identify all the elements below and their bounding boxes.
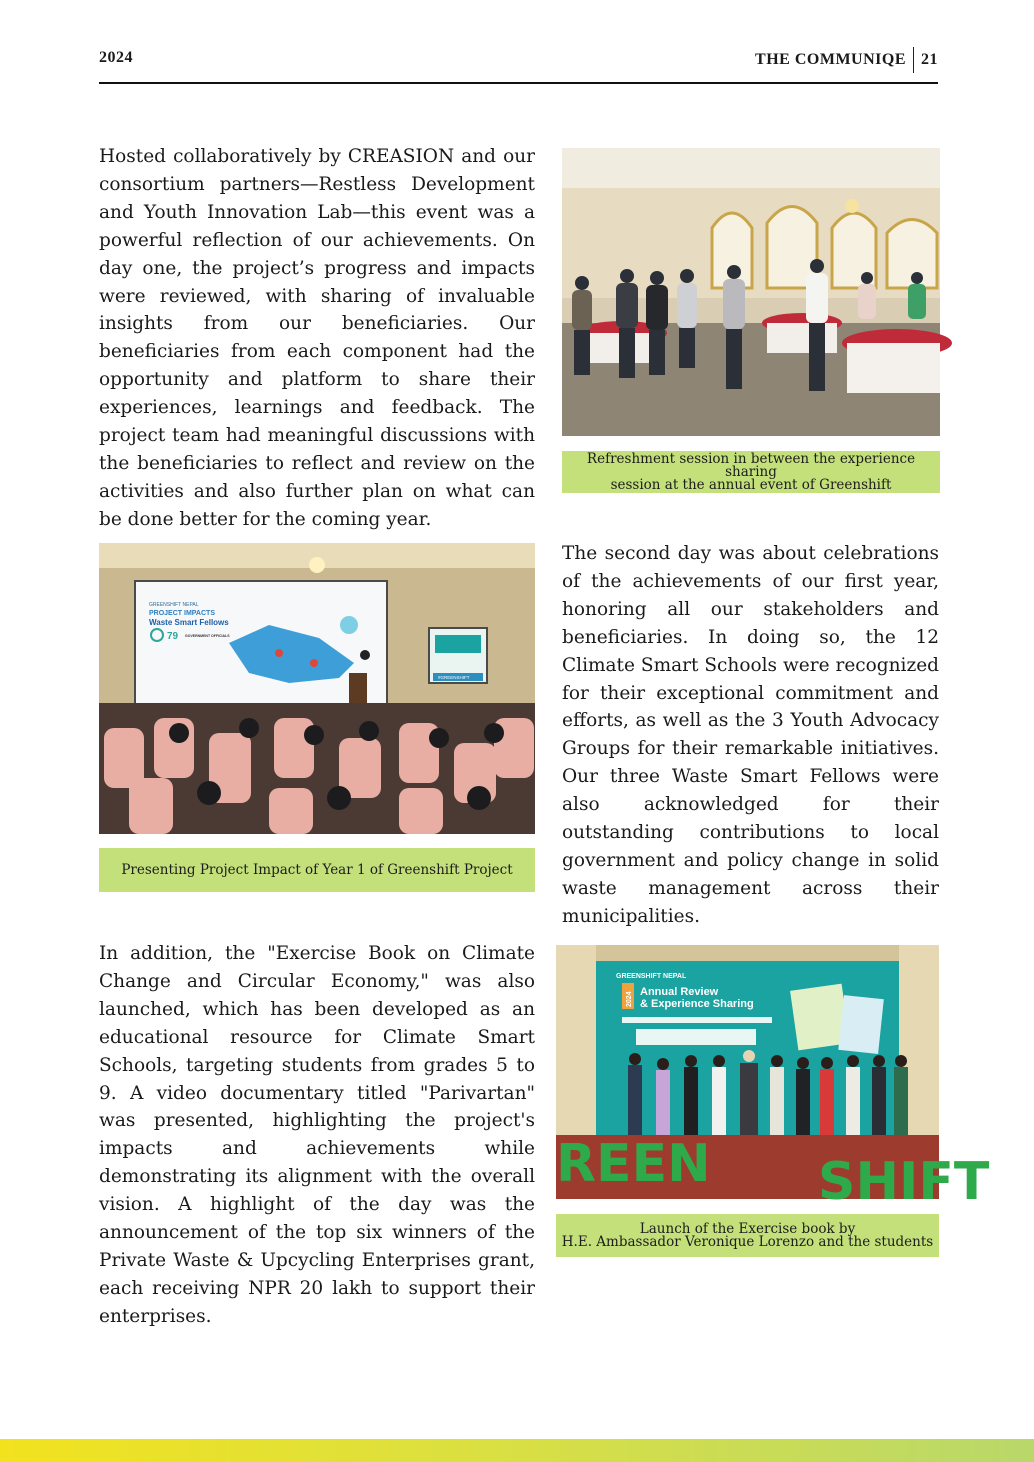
paragraph-day-one: Hosted collaboratively by CREASION and our consortium partners—Restless Development and Youth Innovation Lab—this event was a powerful reflection of our achievements. On day one, the project’s progress and impacts were reviewed, with sharing of invaluable insights from our beneficiaries. Our beneficiaries from each component had the opportunity and platform to share their experiences, learnings and feedback. The project team had meaningful discussions with the beneficiaries to reflect and review on the activities and also further plan on what can be done better for the coming year.: [99, 146, 535, 530]
paragraph-exercise-book: In addition, the "Exercise Book on Climate Change and Circular Economy," was also launched, which has been developed as an educational resource for Climate Smart Schools, targeting students from grades 5 to 9. A video documentary titled "Parivartan" was presented, highlighting the project's impacts and achievements while demonstrating its alignment with the overall vision. A highlight of the day was the announcement of the top six winners of the Private Waste & Upcycling Enterprises grant, each receiving NPR 20 lakh to support their enterprises.: [99, 943, 535, 1327]
slide-title: Waste Smart Fellows: [149, 618, 229, 627]
header-divider: [913, 47, 914, 73]
slide-number: 79: [167, 631, 179, 642]
caption-line: session at the annual event of Greenshift: [610, 476, 892, 493]
header-publication: [755, 47, 938, 73]
caption-line: Presenting Project Impact of Year 1 of Greenshift Project: [121, 861, 513, 878]
green-letters-left: REEN: [556, 1134, 711, 1194]
footer-gradient-bar: [0, 1439, 1034, 1462]
page-number: 21: [921, 51, 938, 68]
publication-title: THE COMMUNIQE: [755, 51, 906, 68]
banner-brand: GREENSHIFT NEPAL: [616, 973, 687, 980]
banner-title-line1: Annual Review: [640, 986, 719, 998]
slide-heading: PROJECT IMPACTS: [149, 610, 215, 617]
caption-line: Launch of the Exercise book by: [639, 1220, 856, 1237]
slide-brand: GREENSHIFT NEPAL: [149, 602, 199, 608]
slide-label: GOVERNMENT OFFICIALS: [185, 634, 230, 638]
paragraph-day-two: The second day was about celebrations of the achievements of our first year, honoring all our stakeholders and beneficiaries. In doing so, the 12 Climate Smart Schools were recognized for their exceptional commitment and efforts, as well as the 3 Youth Advocacy Groups for their remarkable initiatives. Our three Waste Smart Fellows were also acknowledged for their outstanding contributions to local government and policy change in solid waste management across their municipalities.: [562, 543, 939, 927]
caption-refreshment-session: [562, 451, 940, 493]
banner-title-line2: & Experience Sharing: [640, 998, 754, 1010]
header-rule: [99, 82, 938, 84]
slide-tag: #GREENSHIFT: [438, 675, 470, 680]
banner-year: 2024: [626, 991, 633, 1007]
photo-exercise-book-launch: [556, 945, 990, 1212]
caption-line: H.E. Ambassador Veronique Lorenzo and the students: [561, 1233, 934, 1250]
caption-exercise-book-launch: [556, 1214, 939, 1257]
green-letters-right: SHIFT: [818, 1152, 990, 1212]
caption-presenting-project-impact: [99, 848, 535, 892]
caption-line: Refreshment session in between the experience sharing: [586, 450, 916, 480]
photo-refreshment-session: [562, 148, 940, 436]
header-year: 2024: [99, 49, 133, 66]
photo-presenting-project-impact: [99, 543, 535, 834]
